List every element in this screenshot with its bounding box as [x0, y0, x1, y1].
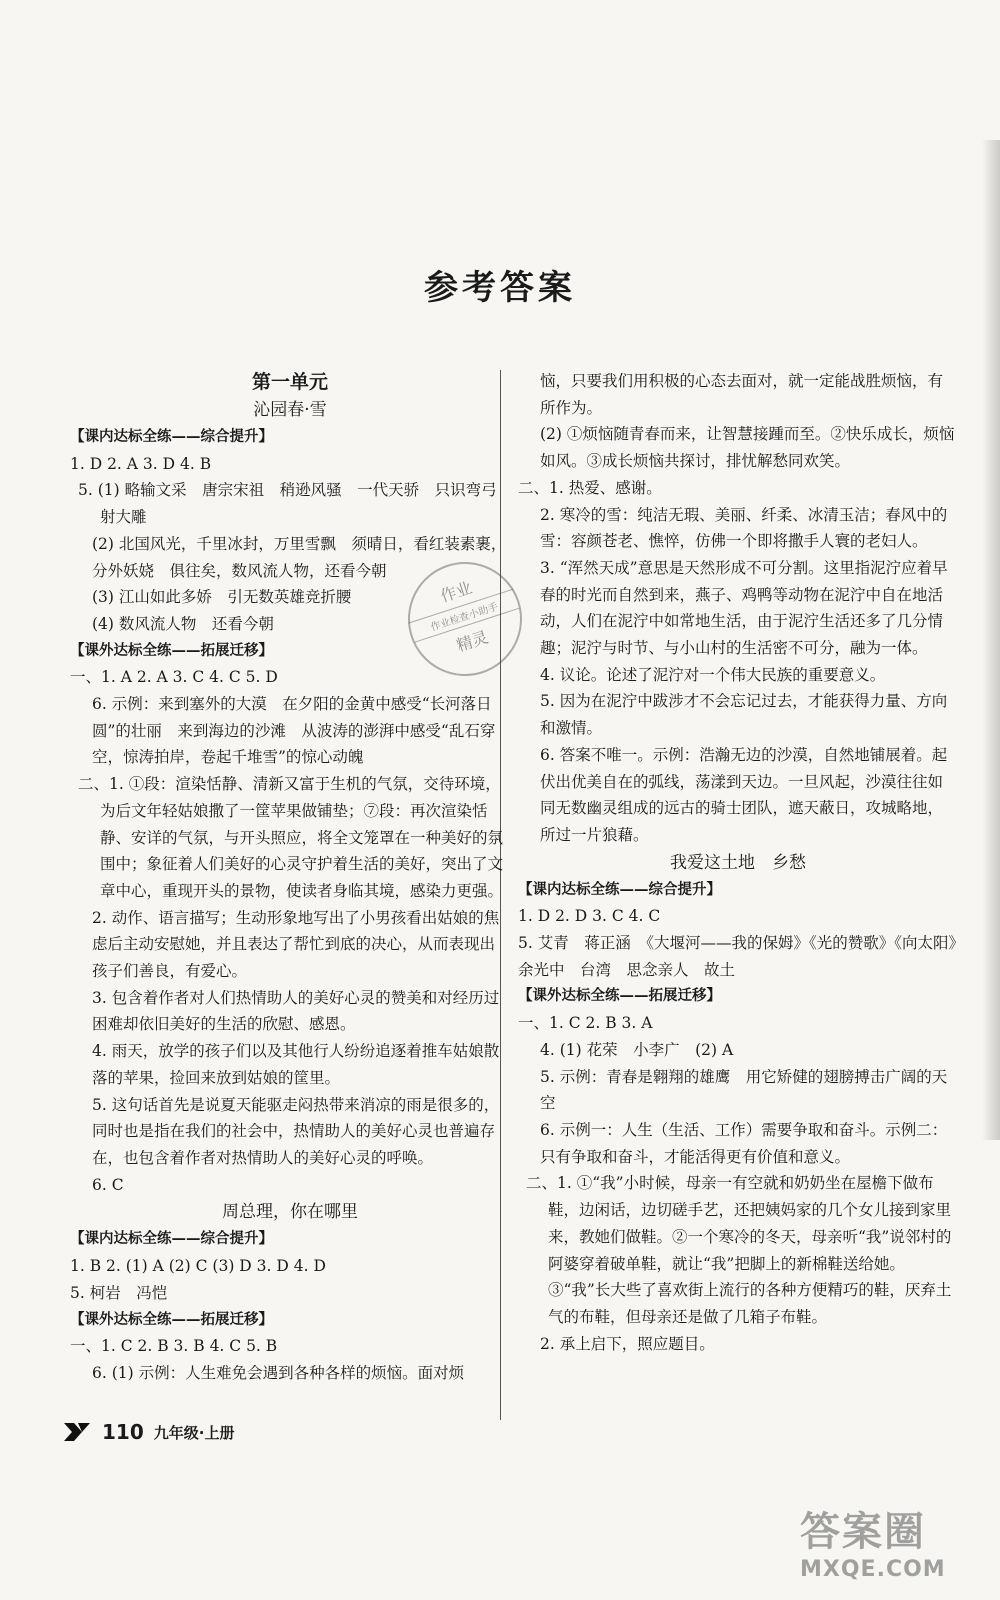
- lesson-heading: 我爱这土地 乡愁: [670, 852, 806, 873]
- answer-line: 二、1. 热爱、感谢。: [518, 478, 662, 497]
- answer-line: 6. 答案不唯一。示例：浩瀚无边的沙漠，自然地铺展着。起伏出优美自在的弧线，荡漾到天边。一旦风起，沙漠往往如同无数幽灵组成的远古的骑士团队，遮天蔽日，攻城略地，所过一片狼藉。: [540, 745, 948, 844]
- answer-line: 5. 示例：青春是翱翔的雄鹰 用它矫健的翅膀搏击广阔的天空: [540, 1067, 948, 1113]
- answer-line: 2. 动作、语言描写；生动形象地写出了小男孩看出姑娘的焦虑后主动安慰她，并且表达了帮忙到底的决心，从而表现出孩子们善良，有爱心。: [92, 908, 500, 981]
- answer-line: 一、1. C 2. B 3. A: [518, 1014, 653, 1033]
- answer-line: 5. 艾青 蒋正涵 《大堰河——我的保姆》《光的赞歌》《向太阳》 余光中 台湾 思念亲人 故土: [518, 934, 972, 979]
- section-tag: 【课内达标全练——综合提升】: [518, 881, 721, 898]
- answer-line: 5. (1) 略输文采 唐宗宋祖 稍逊风骚 一代天骄 只识弯弓射大雕: [78, 481, 497, 527]
- answer-line: (3) 江山如此多娇 引无数英雄竞折腰: [92, 588, 352, 607]
- answer-line: 6. C: [92, 1175, 124, 1194]
- lesson-heading: 沁园春·雪: [253, 400, 327, 420]
- publisher-logo-icon: [62, 1421, 92, 1443]
- answer-line: (2) ①烦恼随青春而来，让智慧接踵而至。②快乐成长，烦恼如风。③成长烦恼共探讨，排忧解愁同欢笑。: [540, 425, 955, 471]
- answer-line: 5. 这句话首先是说夏天能驱走闷热带来消凉的雨是很多的，同时也是指在我们的社会中，热情助人的美好心灵也普遍存在，也包含着作者对热情助人的美好心灵的呼唤。: [92, 1095, 500, 1167]
- grade-label: 九年级·上册: [153, 1423, 235, 1442]
- answer-line: 3. 包含着作者对人们热情助人的美好心灵的赞美和对经历过困难却依旧美好的生活的欣慰、感恩。: [92, 988, 500, 1034]
- answer-line: 5. 柯岩 冯恺: [70, 1283, 168, 1302]
- left-column: [70, 368, 510, 1387]
- answer-line: (4) 数风流人物 还看今朝: [92, 614, 274, 633]
- answer-line: 1. D 2. D 3. C 4. C: [518, 907, 661, 926]
- section-tag: 【课外达标全练——拓展迁移】: [518, 988, 721, 1005]
- answer-line: 2. 寒冷的雪：纯洁无瑕、美丽、纤柔、冰清玉洁；春风中的雪：容颜苍老、憔悴，仿佛一个即将撒手人寰的老妇人。: [540, 505, 948, 551]
- answer-line: (2) 北国风光，千里冰封，万里雪飘 须晴日，看红装素裹，分外妖娆 俱往矣，数风流人物，还看今朝: [92, 534, 507, 580]
- answer-line: 4. (1) 花荣 小李广 (2) A: [540, 1040, 734, 1059]
- unit-heading: 第一单元: [251, 371, 328, 393]
- section-tag: 【课内达标全练——综合提升】: [70, 1231, 273, 1248]
- stamp-mid-text: 作业检查小助手: [408, 589, 519, 643]
- answer-line: 一、1. C 2. B 3. B 4. C 5. B: [70, 1337, 278, 1356]
- answer-line: 1. D 2. A 3. D 4. B: [70, 454, 212, 473]
- page-footer: [62, 1420, 234, 1444]
- answer-line: 1. B 2. (1) A (2) C (3) D 3. D 4. D: [70, 1257, 326, 1276]
- stamp-bottom-text: 精灵: [454, 627, 491, 656]
- corner-watermark-logo: [800, 1500, 980, 1590]
- right-column: [518, 368, 972, 1357]
- answer-line: 6. 示例一：人生（生活、工作）需要争取和奋斗。示例二：只有争取和奋斗，才能活得更有价值和意义。: [540, 1120, 948, 1166]
- section-tag: 【课外达标全练——拓展迁移】: [70, 642, 273, 659]
- answer-line: 5. 因为在泥泞中跋涉才不会忘记过去，才能获得力量、方向和激情。: [540, 692, 948, 738]
- answer-line: 一、1. A 2. A 3. C 4. C 5. D: [70, 668, 278, 687]
- lesson-heading: 周总理，你在哪里: [222, 1202, 358, 1223]
- answer-line: 2. 承上启下，照应题目。: [540, 1334, 715, 1353]
- answer-line: 4. 议论。论述了泥泞对一个伟大民族的重要意义。: [540, 665, 886, 684]
- answer-line: 6. 示例：来到塞外的大漠 在夕阳的金黄中感受“长河落日圆”的壮丽 来到海边的沙滩 从波涛的澎湃中感受“乱石穿空，惊涛拍岸，卷起千堆雪”的惊心动魄: [92, 695, 496, 767]
- stamp-top-text: 作业: [438, 577, 475, 606]
- answer-line: 6. (1) 示例：人生难免会遇到各种各样的烦恼。面对烦: [92, 1363, 465, 1382]
- answer-line: 二、1. ①段：渲染恬静、清新又富于生机的气氛，交待环境，为后文年轻姑娘撒了一筐苹果做铺垫；⑦段：再次渲染恬静、安详的气氛，与开头照应，将全文笼罩在一种美好的氛围中；象征着人们美好的心灵守护着生活的美好，突出了文章中心，重现开头的景物，使读者身临其境，感染力更强。: [78, 775, 504, 900]
- section-tag: 【课外达标全练——拓展迁移】: [70, 1311, 273, 1328]
- answer-line: 4. 雨天，放学的孩子们以及其他行人纷纷追逐着推车姑娘散落的苹果，捡回来放到姑娘的筐里。: [92, 1042, 500, 1087]
- answer-line: 3. “浑然天成”意思是天然形成不可分割。这里指泥泞应着早春的时光而自然到来，燕子、鸡鸭等动物在泥泞中自在地活动，人们在泥泞中如常地生活，由于泥泞生活还多了几分情趣；泥泞与时节、与小山村的生活密不可分，融为一体。: [540, 558, 948, 658]
- corner-logo-url: MXQE.COM: [800, 1557, 946, 1582]
- answer-line: 二、1. ①“我”小时候，母亲一有空就和奶奶坐在屋檐下做布鞋，边闲话，边切磋手艺，还把姨妈家的几个女儿接到家里来，教她们做鞋。②一个寒冷的冬天，母亲听“我”说邻村的阿婆穿着破单鞋，就让“我”把脚上的新棉鞋送给她。③“我”长大些了喜欢街上流行的各种方便精巧的鞋，厌弃土气的布鞋，但母亲还是做了几箱子布鞋。: [526, 1174, 952, 1326]
- page-number: 110: [102, 1420, 144, 1444]
- corner-logo-text: 答案圈: [800, 1509, 926, 1555]
- page-title: 参考答案: [424, 268, 576, 308]
- answer-line: 恼，只要我们用积极的心态去面对，就一定能战胜烦恼，有所作为。: [540, 372, 944, 417]
- section-tag: 【课内达标全练——综合提升】: [70, 429, 273, 445]
